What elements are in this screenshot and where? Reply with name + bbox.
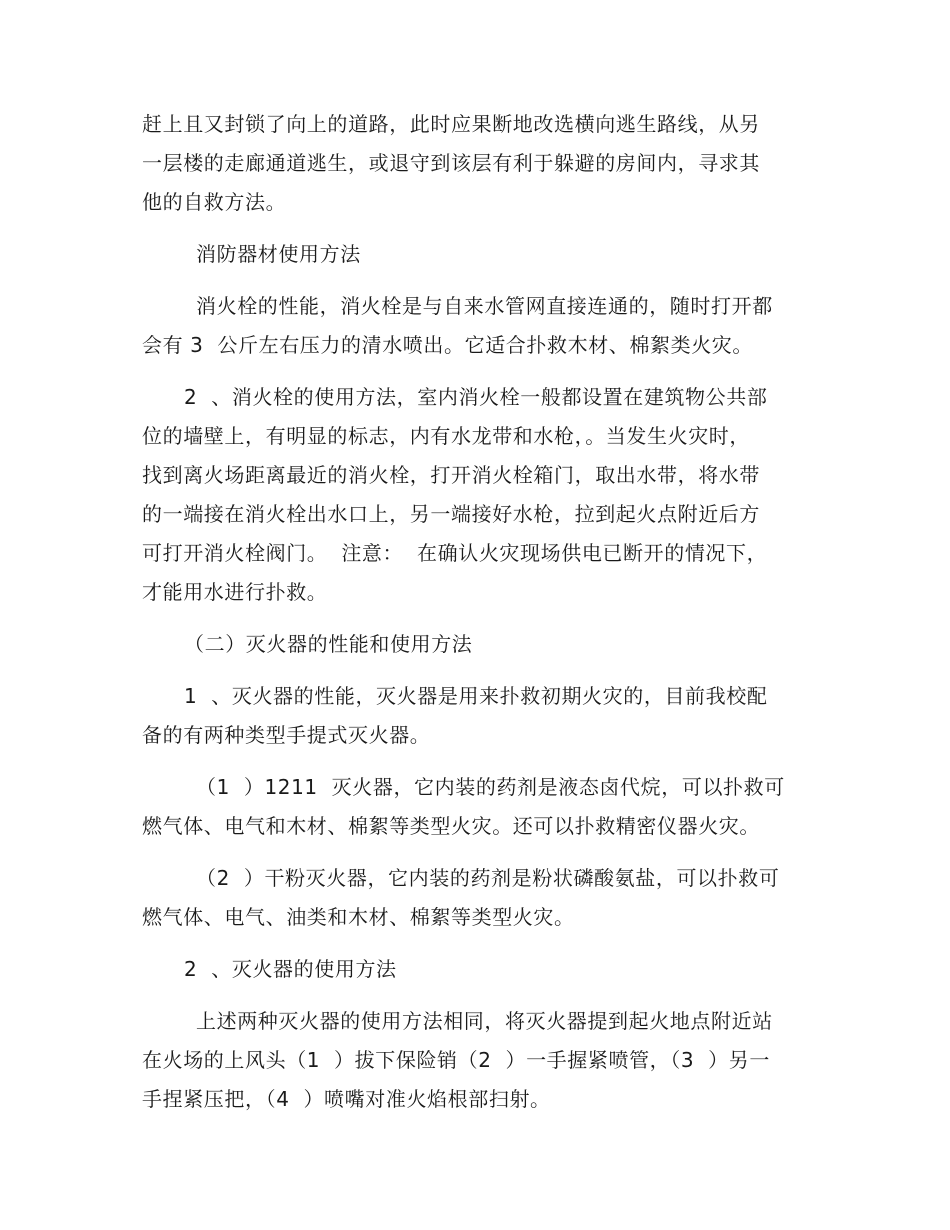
paragraph-line: 找到离火场距离最近的消火栓，打开消火栓箱门，取出水带，将水带 xyxy=(142,463,760,487)
paragraph-line: 备的有两种类型手提式灭火器。 xyxy=(142,723,431,747)
paragraph-line: 他的自救方法。 xyxy=(142,190,287,214)
paragraph-line: 赶上且又封锁了向上的道路，此时应果断地改选横向逃生路线，从另 xyxy=(142,112,760,136)
paragraph-line: 手捏紧压把，（4 ）喷嘴对准火焰根部扫射。 xyxy=(142,1087,551,1111)
paragraph-line: 上述两种灭火器的使用方法相同，将灭火器提到起火地点附近站 xyxy=(196,1009,773,1033)
paragraph-line: （1 ）1211 灭火器，它内装的药剂是液态卤代烷，可以扑救可 xyxy=(196,775,785,799)
paragraph-line: 2 、消火栓的使用方法，室内消火栓一般都设置在建筑物公共部 xyxy=(184,385,768,409)
paragraph-line: 的一端接在消火栓出水口上，另一端接好水枪，拉到起火点附近后方 xyxy=(142,502,760,526)
paragraph-line: （2 ）干粉灭火器，它内装的药剂是粉状磷酸氨盐，可以扑救可 xyxy=(196,866,780,890)
paragraph-line: 位的墙壁上，有明显的标志，内有水龙带和水枪，。当发生火灾时， xyxy=(142,424,750,448)
paragraph-line: 燃气体、电气、油类和木材、棉絮等类型火灾。 xyxy=(142,905,575,929)
paragraph-line: 一层楼的走廊通道逃生，或退守到该层有利于躲避的房间内，寻求其 xyxy=(142,151,760,175)
paragraph-line: 燃气体、电气和木材、棉絮等类型火灾。还可以扑救精密仪器火灾。 xyxy=(142,814,760,838)
paragraph-line: 1 、灭火器的性能，灭火器是用来扑救初期火灾的，目前我校配 xyxy=(184,684,768,708)
section-heading: 消防器材使用方法 xyxy=(196,242,361,266)
paragraph-line: 消火栓的性能，消火栓是与自来水管网直接连通的，随时打开都 xyxy=(196,294,773,318)
paragraph-line: 可打开消火栓阀门。 注意： 在确认火灾现场供电已断开的情况下， xyxy=(142,541,768,565)
paragraph-line: 在火场的上风头（1 ）拔下保险销（2 ）一手握紧喷管，（3 ）另一 xyxy=(142,1048,770,1072)
paragraph-line: 才能用水进行扑救。 xyxy=(142,580,328,604)
section-heading: （二）灭火器的性能和使用方法 xyxy=(184,632,473,656)
paragraph-line: 会有 3 公斤左右压力的清水喷出。它适合扑救木材、棉絮类火灾。 xyxy=(142,333,753,357)
section-heading: 2 、灭火器的使用方法 xyxy=(184,957,397,981)
